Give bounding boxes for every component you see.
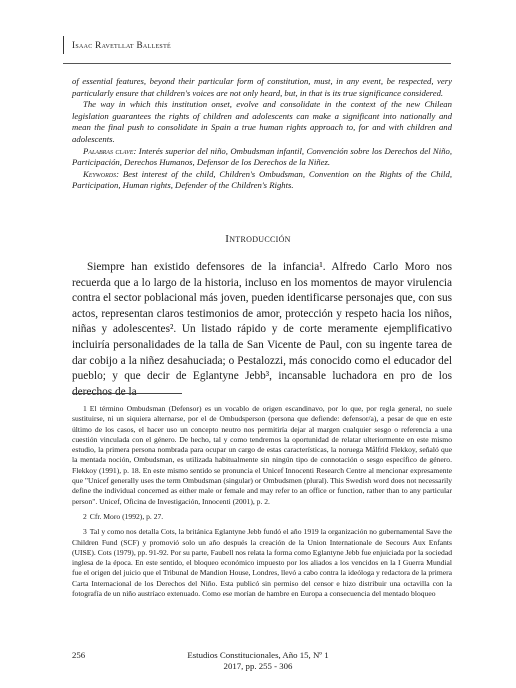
keywords-spanish-label: Palabras clave:: [83, 145, 137, 156]
keywords-english: [72, 169, 452, 192]
journal-line-2: 2017, pp. 255 - 306: [223, 661, 293, 671]
abstract-paragraph-1: of essential features, beyond their particular form of constitution, must, in any event, be respected, very particularly ensure that children's voices are not only heard, but, in that is its true significance considered.: [72, 76, 452, 98]
footnote-2-text: Cfr. Moro (1992), p. 27.: [89, 511, 164, 521]
section-title: Introducción: [225, 233, 291, 245]
journal-line-1: Estudios Constitucionales, Año 15, Nº 1: [187, 650, 329, 660]
keywords-spanish-text: Interés superior del niño, Ombudsman infantil, Convención sobre los Derechos del Niño, Participación, Derechos Humanos, Defensor de los Derechos de la Niñez.: [72, 145, 452, 168]
footnote-2: [72, 512, 452, 522]
footnote-2-number: 2: [83, 511, 87, 521]
header-rule: [63, 63, 451, 64]
body-text: [72, 260, 452, 400]
footnote-rule: [72, 393, 182, 394]
keywords-english-label: Keywords:: [83, 168, 120, 179]
footnote-1-number: 1: [83, 404, 87, 413]
body-paragraph-1: Siempre han existido defensores de la infancia¹. Alfredo Carlo Moro nos recuerda que a lo largo de la historia, incluso en los momentos de mayor virulencia contra el sector poblacional más joven, pueden identificarse personajes que, con sus actos, representan claros testimonios de amor, protección y respeto hacia los niños, niñas y adolescentes². Un listado rápido y de corte meramente ejemplificativo incluiría personalidades de la talla de San Vicente de Paul, con su ingente tarea de dar cobijo a la niñez desahuciada; o Pestalozzi, más conocido como el educador del pueblo; y que decir de Eglantyne Jebb³, incansable luchadora en pro de los derechos de la: [72, 261, 452, 398]
footnote-3: [72, 527, 452, 599]
page-number: 256: [72, 650, 86, 660]
keywords-spanish: [72, 146, 452, 169]
footnotes: [72, 404, 452, 604]
running-header: [63, 36, 171, 54]
footnote-3-text: Tal y como nos detalla Cots, la británica Eglantyne Jebb fundó el año 1919 la organización no gubernamental Save the Children Fund (SCF) y promovió solo un año después la creación de la Union Internationale de Secours Aux Enfants (UISE). Cots (1979), pp. 91-92. Por su parte, Faubell nos relata la forma como Eglantyne Jebb fue enjuiciada por la sociedad inglesa de la época. En este sentido, el bloqueo económico impuesto por los aliados a los vencidos en la I Guerra Mundial fue el origen del juicio que el Tribunal de Mandion House, Londres, llevó a cabo contra la ideóloga y redactora de la primera Carta Internacional de los Derechos del Niño. Esta publicó sin permiso del censor e hizo distribuir una octavilla con la fotografía de un niño austríaco extenuado. Como ese morían de hambre en Europa a consecuencia del mentado bloqueo: [72, 527, 452, 599]
journal-citation: [0, 650, 516, 672]
footnote-1: [72, 404, 452, 507]
abstract: [72, 76, 452, 192]
header-author: Isaac Ravetllat Ballesté: [72, 40, 171, 50]
keywords-english-text: Best interest of the child, Children's Ombudsman, Convention on the Rights of the Child, Participation, Human rights, Defender of the Children's Rights.: [72, 168, 452, 191]
abstract-paragraph-2: The way in which this institution onset, evolve and consolidate in the context of the new Chilean legislation guarantees the rights of children and adolescents can make a significant into nationally and mean the final push to consolidate in Spain a true human rights approach to, for and with children and adolescents.: [72, 99, 452, 144]
footnote-3-number: 3: [83, 527, 87, 537]
footnote-1-text: El término Ombudsman (Defensor) es un vocablo de origen escandinavo, por lo que, por regla general, no suele sustituirse, ni un siquiera alternarse, por el de Ombudsperson (persona que defiende: defensor/a), a pesar de que en este último de los casos, el hacer uso un concepto neutro nos permitiría dejar al margen cualquier sesgo o referencia a una cuestión vinculada con el género. De hecho, tal y como tendremos la oportunidad de relatar ulteriormente en este mismo estudio, la primera persona nombrada para ocupar un cargo de estas características, la noruega Målfrid Flekkoy, señaló que la mentada noción, Ombudsman, es utilizada habitualmente sin ningún tipo de connotación o sesgo específico de género. Flekkoy (1991), p. 18. En este mismo sentido se pronuncia el Unicef Innocenti Research Centre al mencionar expresamente que "Unicef generally uses the term Ombudsman (singular) or Ombudsmen (plural). This Swedish word does not necessarily define the individual concerned as either male or female and may refer to an office or function, rather than to any particular person". Unicef, Oficina de Investigación, Innocenti (2001), p. 2.: [72, 404, 452, 506]
